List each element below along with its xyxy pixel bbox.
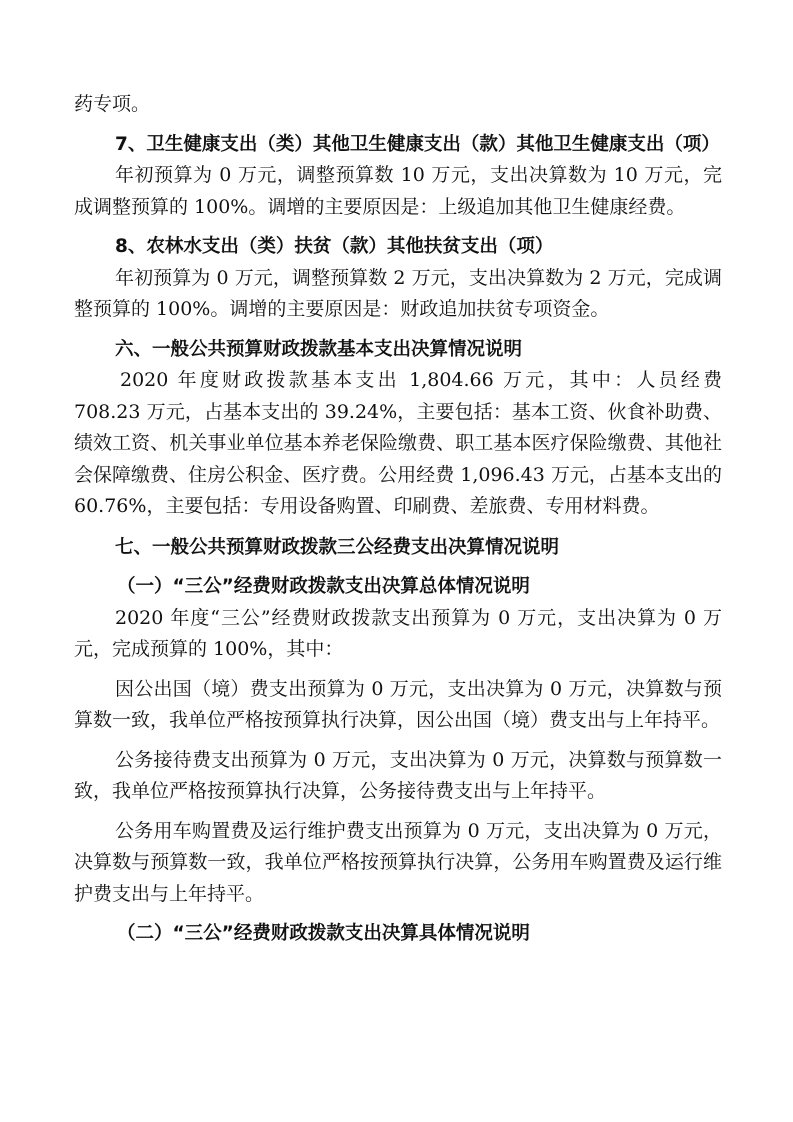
paragraph-continuation: 药专项。 [74,93,151,115]
paragraph-agriculture-expenditure: 年初预算为 0 万元，调整预算数 2 万元，支出决算数为 2 万元，完成调整预算的 100%。调增的主要原因是：财政追加扶贫专项资金。 [74,266,722,320]
paragraph-official-vehicles: 公务用车购置费及运行维护费支出预算为 0 万元，支出决算为 0 万元，决算数与预算数一致，我单位严格按预算执行决算，公务用车购置费及运行维护费支出与上年持平。 [74,819,722,905]
paragraph-reception: 公务接待费支出预算为 0 万元，支出决算为 0 万元，决算数与预算数一致，我单位严格按预算执行决算，公务接待费支出与上年持平。 [74,748,722,802]
spacer [74,737,722,745]
spacer [74,666,722,674]
paragraph-overseas-travel: 因公出国（境）费支出预算为 0 万元，支出决算为 0 万元，决算数与预算数一致，我单位严格按预算执行决算，因公出国（境）费支出与上年持平。 [74,677,722,731]
spacer [74,223,722,231]
heading-three-public-expenses: 七、一般公共预算财政拨款三公经费支出决算情况说明 [115,536,560,558]
spacer [74,808,722,816]
spacer [74,563,722,571]
paragraph-overall: 2020 年度“三公”经费财政拨款支出预算为 0 万元，支出决算为 0 万元，完成预算的 100%，其中： [74,606,722,660]
subheading-overall: （一）“三公”经费财政拨款支出决算总体情况说明 [117,576,530,597]
spacer [74,326,722,334]
paragraph-basic-expenditure: 2020 年度财政拨款基本支出 1,804.66 万元，其中：人员经费 708.23 万元，占基本支出的 39.24%，主要包括：基本工资、伙食补助费、绩效工资、机关事业单位基本养老保险缴费、职工基本医疗保险缴费、其他社会保障缴费、住房公积金、医疗费。公用经费 1,096.43 万元，占基本支出的 60.76%，主要包括：专用设备购置、印刷费、差旅费、专用材料费。 [74,369,729,517]
heading-health-expenditure: 7、卫生健康支出（类）其他卫生健康支出（款）其他卫生健康支出（项） [115,133,720,155]
heading-agriculture-expenditure: 8、农林水支出（类）扶贫（款）其他扶贫支出（项） [115,236,554,257]
paragraph-health-expenditure: 年初预算为 0 万元，调整预算数 10 万元，支出决算数为 10 万元，完成调整预算的 100%。调增的主要原因是：上级追加其他卫生健康经费。 [74,164,722,218]
subheading-detailed: （二）“三公”经费财政拨款支出决算具体情况说明 [117,923,530,944]
spacer [74,121,722,129]
spacer [74,910,722,918]
document-page [74,89,729,950]
heading-basic-expenditure: 六、一般公共预算财政拨款基本支出决算情况说明 [115,338,523,360]
spacer [74,523,722,532]
